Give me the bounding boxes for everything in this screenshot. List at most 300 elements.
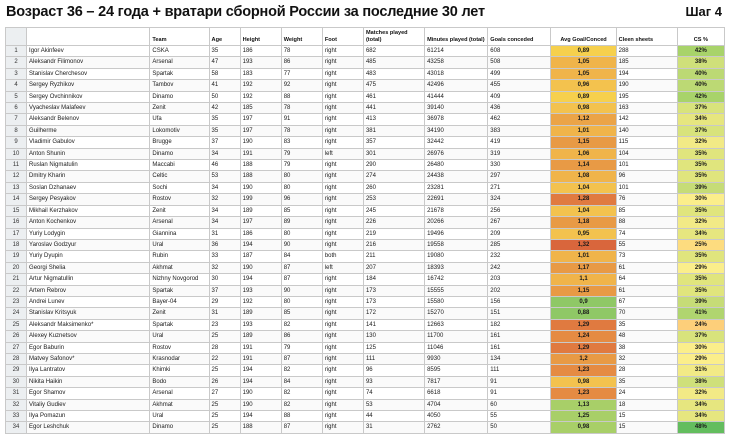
player-foot: right [322, 103, 363, 114]
clean-sheet-percent: 32% [677, 217, 724, 228]
player-foot: right [322, 331, 363, 342]
col-clean-sheets[interactable]: Cleen sheets [616, 28, 677, 46]
player-name: Ilya Lantratov [27, 365, 150, 376]
row-index: 25 [6, 319, 27, 330]
player-foot: right [322, 171, 363, 182]
minutes-played: 20266 [425, 217, 488, 228]
player-team: Lokomotiv [150, 125, 209, 136]
player-foot: right [322, 205, 363, 216]
minutes-played: 19080 [425, 251, 488, 262]
row-index: 10 [6, 148, 27, 159]
player-team: Ural [150, 331, 209, 342]
player-weight: 87 [281, 274, 322, 285]
player-name: Aleksandr Filimonov [27, 57, 150, 68]
matches-played: 211 [363, 251, 424, 262]
table-row[interactable] [6, 160, 725, 171]
player-weight: 90 [281, 239, 322, 250]
table-row[interactable] [6, 411, 725, 422]
player-team: Spartak [150, 285, 209, 296]
clean-sheet-percent: 35% [677, 171, 724, 182]
table-row[interactable] [6, 319, 725, 330]
clean-sheets: 96 [616, 171, 677, 182]
matches-played: 290 [363, 160, 424, 171]
clean-sheets: 73 [616, 251, 677, 262]
row-index: 5 [6, 91, 27, 102]
avg-goals-conceded: 1,01 [551, 125, 616, 136]
table-row[interactable] [6, 376, 725, 387]
player-name: Georgi Shelia [27, 262, 150, 273]
clean-sheets: 76 [616, 194, 677, 205]
avg-goals-conceded: 1,13 [551, 399, 616, 410]
player-team: Ural [150, 239, 209, 250]
minutes-played: 22691 [425, 194, 488, 205]
player-foot: right [322, 376, 363, 387]
goals-conceded: 161 [488, 342, 551, 353]
player-height: 197 [240, 114, 281, 125]
player-weight: 88 [281, 411, 322, 422]
goals-conceded: 608 [488, 46, 551, 57]
player-team: Bayer-04 [150, 296, 209, 307]
player-team: Rostov [150, 342, 209, 353]
minutes-played: 43258 [425, 57, 488, 68]
player-name: Sergey Ovchinnikov [27, 91, 150, 102]
row-index: 24 [6, 308, 27, 319]
matches-played: 682 [363, 46, 424, 57]
col-foot[interactable]: Foot [322, 28, 363, 46]
clean-sheet-percent: 35% [677, 274, 724, 285]
table-row[interactable] [6, 148, 725, 159]
row-index: 2 [6, 57, 27, 68]
goals-conceded: 232 [488, 251, 551, 262]
player-weight: 82 [281, 399, 322, 410]
player-weight: 90 [281, 285, 322, 296]
player-age: 25 [209, 422, 240, 433]
player-team: Tambov [150, 80, 209, 91]
table-row[interactable] [6, 274, 725, 285]
clean-sheet-percent: 29% [677, 262, 724, 273]
player-height: 189 [240, 308, 281, 319]
matches-played: 184 [363, 274, 424, 285]
row-index: 23 [6, 296, 27, 307]
player-weight: 82 [281, 365, 322, 376]
player-age: 25 [209, 411, 240, 422]
table-row[interactable] [6, 308, 725, 319]
player-age: 23 [209, 319, 240, 330]
table-row[interactable] [6, 388, 725, 399]
clean-sheet-percent: 34% [677, 114, 724, 125]
clean-sheet-percent: 40% [677, 80, 724, 91]
table-row[interactable] [6, 342, 725, 353]
player-weight: 86 [281, 331, 322, 342]
goals-conceded: 324 [488, 194, 551, 205]
player-age: 32 [209, 262, 240, 273]
col-weight[interactable]: Weight [281, 28, 322, 46]
matches-played: 483 [363, 68, 424, 79]
col-goals-conceded[interactable]: Goals conceded [488, 28, 551, 46]
player-team: Spartak [150, 319, 209, 330]
matches-played: 44 [363, 411, 424, 422]
player-weight: 85 [281, 205, 322, 216]
matches-played: 485 [363, 57, 424, 68]
matches-played: 301 [363, 148, 424, 159]
player-foot: right [322, 91, 363, 102]
table-row[interactable] [6, 103, 725, 114]
step-label: Шаг 4 [685, 4, 722, 19]
avg-goals-conceded: 1,1 [551, 274, 616, 285]
minutes-played: 8595 [425, 365, 488, 376]
player-height: 194 [240, 274, 281, 285]
clean-sheet-percent: 25% [677, 239, 724, 250]
clean-sheets: 18 [616, 399, 677, 410]
row-index: 27 [6, 342, 27, 353]
goals-conceded: 330 [488, 160, 551, 171]
clean-sheet-percent: 34% [677, 228, 724, 239]
avg-goals-conceded: 1,25 [551, 411, 616, 422]
avg-goals-conceded: 1,18 [551, 217, 616, 228]
player-team: Ural [150, 411, 209, 422]
player-team: Sochi [150, 182, 209, 193]
col-age[interactable]: Age [209, 28, 240, 46]
matches-played: 93 [363, 376, 424, 387]
player-team: Dinamo [150, 148, 209, 159]
matches-played: 253 [363, 194, 424, 205]
goals-conceded: 134 [488, 353, 551, 364]
player-height: 197 [240, 217, 281, 228]
player-age: 25 [209, 365, 240, 376]
player-name: Stanislav Cherchesov [27, 68, 150, 79]
row-index: 1 [6, 46, 27, 57]
player-age: 46 [209, 160, 240, 171]
player-foot: left [322, 148, 363, 159]
player-height: 186 [240, 46, 281, 57]
player-foot: right [322, 46, 363, 57]
player-foot: right [322, 296, 363, 307]
goals-conceded: 297 [488, 171, 551, 182]
matches-played: 31 [363, 422, 424, 433]
clean-sheets: 35 [616, 376, 677, 387]
minutes-played: 4704 [425, 399, 488, 410]
player-team: Arsenal [150, 388, 209, 399]
minutes-played: 11046 [425, 342, 488, 353]
avg-goals-conceded: 1,05 [551, 57, 616, 68]
clean-sheet-percent: 30% [677, 342, 724, 353]
player-name: Yuriy Lodygin [27, 228, 150, 239]
player-weight: 80 [281, 171, 322, 182]
clean-sheets: 32 [616, 353, 677, 364]
table-row[interactable] [6, 57, 725, 68]
avg-goals-conceded: 1,23 [551, 365, 616, 376]
player-height: 189 [240, 205, 281, 216]
player-age: 34 [209, 205, 240, 216]
player-height: 190 [240, 182, 281, 193]
table-row[interactable] [6, 285, 725, 296]
player-weight: 79 [281, 148, 322, 159]
row-index: 28 [6, 353, 27, 364]
player-age: 34 [209, 182, 240, 193]
table-row[interactable] [6, 125, 725, 136]
goals-conceded: 499 [488, 68, 551, 79]
player-team: Rubin [150, 251, 209, 262]
table-row[interactable] [6, 228, 725, 239]
player-weight: 85 [281, 308, 322, 319]
avg-goals-conceded: 1,17 [551, 262, 616, 273]
table-row[interactable] [6, 262, 725, 273]
clean-sheet-percent: 41% [677, 308, 724, 319]
row-index: 6 [6, 103, 27, 114]
avg-goals-conceded: 1,28 [551, 194, 616, 205]
table-row[interactable] [6, 182, 725, 193]
matches-played: 111 [363, 353, 424, 364]
goals-conceded: 508 [488, 57, 551, 68]
minutes-played: 15555 [425, 285, 488, 296]
avg-goals-conceded: 1,2 [551, 353, 616, 364]
player-age: 34 [209, 148, 240, 159]
player-height: 187 [240, 251, 281, 262]
player-foot: left [322, 262, 363, 273]
minutes-played: 41444 [425, 91, 488, 102]
table-row[interactable] [6, 239, 725, 250]
table-row[interactable] [6, 194, 725, 205]
clean-sheet-percent: 35% [677, 251, 724, 262]
clean-sheets: 101 [616, 160, 677, 171]
avg-goals-conceded: 1,04 [551, 205, 616, 216]
clean-sheet-percent: 39% [677, 296, 724, 307]
clean-sheet-percent: 40% [677, 68, 724, 79]
player-team: Dinamo [150, 422, 209, 433]
row-index: 30 [6, 376, 27, 387]
player-team: Zenit [150, 308, 209, 319]
minutes-played: 6618 [425, 388, 488, 399]
goals-conceded: 60 [488, 399, 551, 410]
table-row[interactable] [6, 205, 725, 216]
player-height: 193 [240, 57, 281, 68]
player-weight: 79 [281, 342, 322, 353]
avg-goals-conceded: 0,98 [551, 422, 616, 433]
row-index: 22 [6, 285, 27, 296]
table-row[interactable] [6, 91, 725, 102]
player-weight: 78 [281, 125, 322, 136]
player-weight: 84 [281, 251, 322, 262]
clean-sheet-percent: 30% [677, 194, 724, 205]
col-height[interactable]: Height [240, 28, 281, 46]
clean-sheet-percent: 37% [677, 125, 724, 136]
player-name: Ruslan Nigmatulin [27, 160, 150, 171]
player-age: 35 [209, 114, 240, 125]
player-age: 50 [209, 91, 240, 102]
col-avg-goals-conceded[interactable]: Avg Goal/Conced [551, 28, 616, 46]
player-team: Zenit [150, 103, 209, 114]
matches-played: 357 [363, 137, 424, 148]
row-index: 17 [6, 228, 27, 239]
clean-sheets: 140 [616, 125, 677, 136]
clean-sheets: 28 [616, 365, 677, 376]
matches-played: 413 [363, 114, 424, 125]
player-name: Aleksandr Maksimenko* [27, 319, 150, 330]
goals-conceded: 256 [488, 205, 551, 216]
player-name: Yaroslav Godzyur [27, 239, 150, 250]
player-foot: right [322, 57, 363, 68]
table-header [6, 28, 725, 46]
player-team: Brugge [150, 137, 209, 148]
player-height: 194 [240, 365, 281, 376]
player-age: 31 [209, 228, 240, 239]
player-height: 191 [240, 342, 281, 353]
minutes-played: 32442 [425, 137, 488, 148]
player-age: 22 [209, 353, 240, 364]
player-foot: right [322, 114, 363, 125]
player-height: 190 [240, 137, 281, 148]
clean-sheets: 185 [616, 57, 677, 68]
clean-sheets: 195 [616, 91, 677, 102]
table-header-row [6, 28, 725, 46]
clean-sheets: 48 [616, 331, 677, 342]
table-row[interactable] [6, 251, 725, 262]
player-height: 188 [240, 160, 281, 171]
col-cs-percent[interactable]: CS % [677, 28, 724, 46]
goals-conceded: 285 [488, 239, 551, 250]
player-weight: 78 [281, 103, 322, 114]
matches-played: 207 [363, 262, 424, 273]
avg-goals-conceded: 1,05 [551, 68, 616, 79]
table-row[interactable] [6, 80, 725, 91]
player-name: Yuriy Dyupin [27, 251, 150, 262]
player-height: 193 [240, 285, 281, 296]
player-age: 26 [209, 376, 240, 387]
minutes-played: 16742 [425, 274, 488, 285]
clean-sheet-percent: 48% [677, 422, 724, 433]
row-index: 15 [6, 205, 27, 216]
player-height: 188 [240, 422, 281, 433]
table-row[interactable] [6, 46, 725, 57]
clean-sheet-percent: 38% [677, 376, 724, 387]
minutes-played: 15270 [425, 308, 488, 319]
player-weight: 84 [281, 376, 322, 387]
player-team: Nizhny Novgorod [150, 274, 209, 285]
player-height: 191 [240, 148, 281, 159]
goals-conceded: 203 [488, 274, 551, 285]
minutes-played: 39140 [425, 103, 488, 114]
table-row[interactable] [6, 114, 725, 125]
table-row[interactable] [6, 68, 725, 79]
player-foot: right [322, 274, 363, 285]
player-team: Ufa [150, 114, 209, 125]
player-weight: 80 [281, 296, 322, 307]
minutes-played: 18393 [425, 262, 488, 273]
matches-played: 141 [363, 319, 424, 330]
player-foot: right [322, 182, 363, 193]
matches-played: 173 [363, 296, 424, 307]
col-minutes-played[interactable]: Minutes played (total) [425, 28, 488, 46]
clean-sheets: 115 [616, 137, 677, 148]
table-row[interactable] [6, 422, 725, 433]
player-weight: 87 [281, 422, 322, 433]
clean-sheets: 288 [616, 46, 677, 57]
player-name: Vladimir Gabulov [27, 137, 150, 148]
avg-goals-conceded: 0,89 [551, 46, 616, 57]
table-row[interactable] [6, 171, 725, 182]
matches-played: 173 [363, 285, 424, 296]
minutes-played: 24438 [425, 171, 488, 182]
table-row[interactable] [6, 296, 725, 307]
player-name: Anton Kochenkov [27, 217, 150, 228]
minutes-played: 36978 [425, 114, 488, 125]
clean-sheets: 74 [616, 228, 677, 239]
goals-conceded: 271 [488, 182, 551, 193]
player-height: 194 [240, 411, 281, 422]
avg-goals-conceded: 0,98 [551, 376, 616, 387]
player-foot: right [322, 68, 363, 79]
player-weight: 87 [281, 353, 322, 364]
player-height: 188 [240, 171, 281, 182]
avg-goals-conceded: 1,01 [551, 251, 616, 262]
table-row[interactable] [6, 353, 725, 364]
table-row[interactable] [6, 399, 725, 410]
player-weight: 83 [281, 137, 322, 148]
clean-sheets: 24 [616, 388, 677, 399]
goals-conceded: 156 [488, 296, 551, 307]
matches-played: 381 [363, 125, 424, 136]
clean-sheets: 61 [616, 262, 677, 273]
player-height: 192 [240, 91, 281, 102]
minutes-played: 43018 [425, 68, 488, 79]
player-height: 192 [240, 296, 281, 307]
matches-played: 475 [363, 80, 424, 91]
table-row[interactable] [6, 365, 725, 376]
player-team: Arsenal [150, 57, 209, 68]
player-height: 192 [240, 80, 281, 91]
table-row[interactable] [6, 331, 725, 342]
player-name: Guilherme [27, 125, 150, 136]
table-body [6, 46, 725, 434]
player-name: Artur Nigmatullin [27, 274, 150, 285]
col-team[interactable]: Team [150, 28, 209, 46]
goalkeeper-stats-table-wrapper [5, 27, 725, 434]
table-row[interactable] [6, 137, 725, 148]
player-team: Spartak [150, 68, 209, 79]
col-matches-played[interactable]: Matches played (total) [363, 28, 424, 46]
player-height: 183 [240, 68, 281, 79]
row-index: 32 [6, 399, 27, 410]
player-height: 189 [240, 331, 281, 342]
table-row[interactable] [6, 217, 725, 228]
avg-goals-conceded: 0,89 [551, 91, 616, 102]
player-team: Celtic [150, 171, 209, 182]
goals-conceded: 55 [488, 411, 551, 422]
player-age: 47 [209, 57, 240, 68]
col-index[interactable] [6, 28, 27, 46]
player-foot: right [322, 399, 363, 410]
player-age: 42 [209, 103, 240, 114]
player-weight: 91 [281, 114, 322, 125]
player-weight: 92 [281, 80, 322, 91]
goals-conceded: 383 [488, 125, 551, 136]
goals-conceded: 209 [488, 228, 551, 239]
clean-sheets: 64 [616, 274, 677, 285]
clean-sheet-percent: 35% [677, 285, 724, 296]
player-weight: 80 [281, 182, 322, 193]
minutes-played: 42496 [425, 80, 488, 91]
col-name[interactable] [27, 28, 150, 46]
goals-conceded: 91 [488, 376, 551, 387]
avg-goals-conceded: 1,23 [551, 388, 616, 399]
player-name: Ilya Pomazun [27, 411, 150, 422]
player-team: Giannina [150, 228, 209, 239]
player-height: 190 [240, 399, 281, 410]
player-name: Igor Akinfeev [27, 46, 150, 57]
avg-goals-conceded: 1,12 [551, 114, 616, 125]
avg-goals-conceded: 1,29 [551, 342, 616, 353]
player-height: 193 [240, 319, 281, 330]
